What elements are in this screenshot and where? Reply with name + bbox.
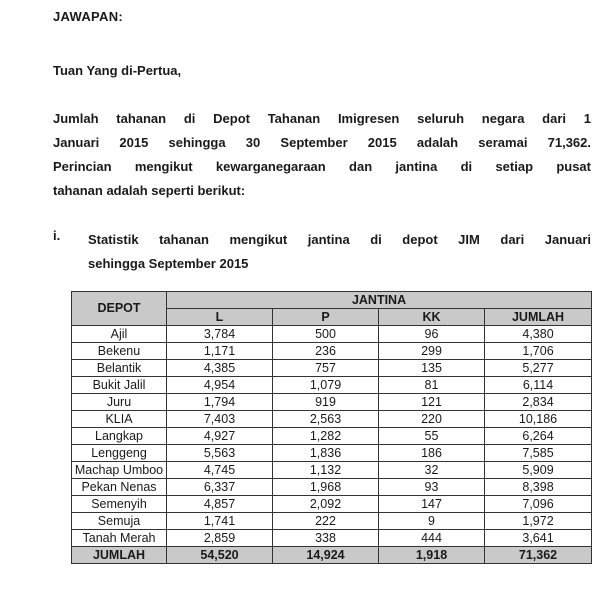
cell-jumlah: 1,972 [485, 513, 592, 530]
cell-p: 919 [273, 394, 379, 411]
cell-jumlah: 3,641 [485, 530, 592, 547]
cell-kk: 93 [379, 479, 485, 496]
cell-l: 1,171 [167, 343, 273, 360]
cell-kk: 81 [379, 377, 485, 394]
total-cell-jumlah: 71,362 [485, 547, 592, 564]
cell-p: 1,132 [273, 462, 379, 479]
cell-p: 1,079 [273, 377, 379, 394]
cell-kk: 55 [379, 428, 485, 445]
cell-l: 5,563 [167, 445, 273, 462]
cell-p: 500 [273, 326, 379, 343]
cell-kk: 220 [379, 411, 485, 428]
cell-jumlah: 7,096 [485, 496, 592, 513]
cell-kk: 32 [379, 462, 485, 479]
depot-cell: Semuja [72, 513, 167, 530]
table-row [72, 496, 592, 513]
cell-jumlah: 2,834 [485, 394, 592, 411]
table-row [72, 360, 592, 377]
table-row [72, 326, 592, 343]
column-header-p: P [273, 309, 379, 326]
cell-jumlah: 6,264 [485, 428, 592, 445]
cell-jumlah: 10,186 [485, 411, 592, 428]
cell-l: 4,927 [167, 428, 273, 445]
cell-p: 2,092 [273, 496, 379, 513]
list-item-line: sehingga September 2015 [88, 256, 249, 271]
paragraph-line: Perincian mengikut kewarganegaraan dan jantina di setiap pusat [53, 159, 591, 174]
cell-jumlah: 8,398 [485, 479, 592, 496]
cell-kk: 186 [379, 445, 485, 462]
table-row [72, 377, 592, 394]
depot-cell: KLIA [72, 411, 167, 428]
cell-p: 1,968 [273, 479, 379, 496]
depot-cell: Tanah Merah [72, 530, 167, 547]
cell-p: 236 [273, 343, 379, 360]
body-paragraph [53, 107, 591, 203]
cell-p: 757 [273, 360, 379, 377]
list-item-number: i. [53, 228, 61, 243]
list-item-text [88, 228, 591, 276]
cell-l: 1,741 [167, 513, 273, 530]
list-item-line: Statistik tahanan mengikut jantina di depot JIM dari Januari [88, 232, 591, 247]
depot-cell: Ajil [72, 326, 167, 343]
depot-cell: Bukit Jalil [72, 377, 167, 394]
cell-kk: 135 [379, 360, 485, 377]
depot-cell: Semenyih [72, 496, 167, 513]
depot-header: DEPOT [72, 292, 167, 326]
cell-p: 2,563 [273, 411, 379, 428]
table-row [72, 462, 592, 479]
total-cell-kk: 1,918 [379, 547, 485, 564]
gender-group-header: JANTINA [167, 292, 592, 309]
cell-jumlah: 1,706 [485, 343, 592, 360]
table-row [72, 394, 592, 411]
column-header-jumlah: JUMLAH [485, 309, 592, 326]
cell-kk: 9 [379, 513, 485, 530]
table-row [72, 530, 592, 547]
total-row [72, 547, 592, 564]
cell-l: 4,857 [167, 496, 273, 513]
table-row [72, 445, 592, 462]
total-cell-p: 14,924 [273, 547, 379, 564]
paragraph-line: Januari 2015 sehingga 30 September 2015 adalah seramai 71,362. [53, 135, 591, 150]
depot-cell: Juru [72, 394, 167, 411]
cell-l: 4,745 [167, 462, 273, 479]
cell-jumlah: 7,585 [485, 445, 592, 462]
cell-l: 2,859 [167, 530, 273, 547]
cell-l: 3,784 [167, 326, 273, 343]
depot-cell: Belantik [72, 360, 167, 377]
cell-l: 4,954 [167, 377, 273, 394]
cell-kk: 121 [379, 394, 485, 411]
heading: JAWAPAN: [53, 9, 124, 24]
depot-cell: Pekan Nenas [72, 479, 167, 496]
cell-kk: 299 [379, 343, 485, 360]
cell-l: 4,385 [167, 360, 273, 377]
cell-l: 1,794 [167, 394, 273, 411]
cell-kk: 444 [379, 530, 485, 547]
cell-p: 1,282 [273, 428, 379, 445]
cell-p: 338 [273, 530, 379, 547]
depot-cell: Lenggeng [72, 445, 167, 462]
depot-cell: Bekenu [72, 343, 167, 360]
table-body [72, 326, 592, 547]
salutation: Tuan Yang di-Pertua, [53, 63, 182, 78]
cell-kk: 147 [379, 496, 485, 513]
cell-jumlah: 5,277 [485, 360, 592, 377]
depot-cell: Machap Umboo [72, 462, 167, 479]
cell-l: 6,337 [167, 479, 273, 496]
cell-kk: 96 [379, 326, 485, 343]
detention-statistics-table [71, 291, 592, 564]
column-header-l: L [167, 309, 273, 326]
paragraph-line: Jumlah tahanan di Depot Tahanan Imigresen seluruh negara dari 1 [53, 111, 591, 126]
cell-p: 222 [273, 513, 379, 530]
cell-jumlah: 4,380 [485, 326, 592, 343]
total-label: JUMLAH [72, 547, 167, 564]
total-cell-l: 54,520 [167, 547, 273, 564]
cell-p: 1,836 [273, 445, 379, 462]
cell-l: 7,403 [167, 411, 273, 428]
cell-jumlah: 6,114 [485, 377, 592, 394]
table-row [72, 513, 592, 530]
cell-jumlah: 5,909 [485, 462, 592, 479]
table-row [72, 479, 592, 496]
column-header-kk: KK [379, 309, 485, 326]
table-row [72, 343, 592, 360]
paragraph-line: tahanan adalah seperti berikut: [53, 183, 246, 198]
depot-cell: Langkap [72, 428, 167, 445]
table-row [72, 428, 592, 445]
table-row [72, 411, 592, 428]
